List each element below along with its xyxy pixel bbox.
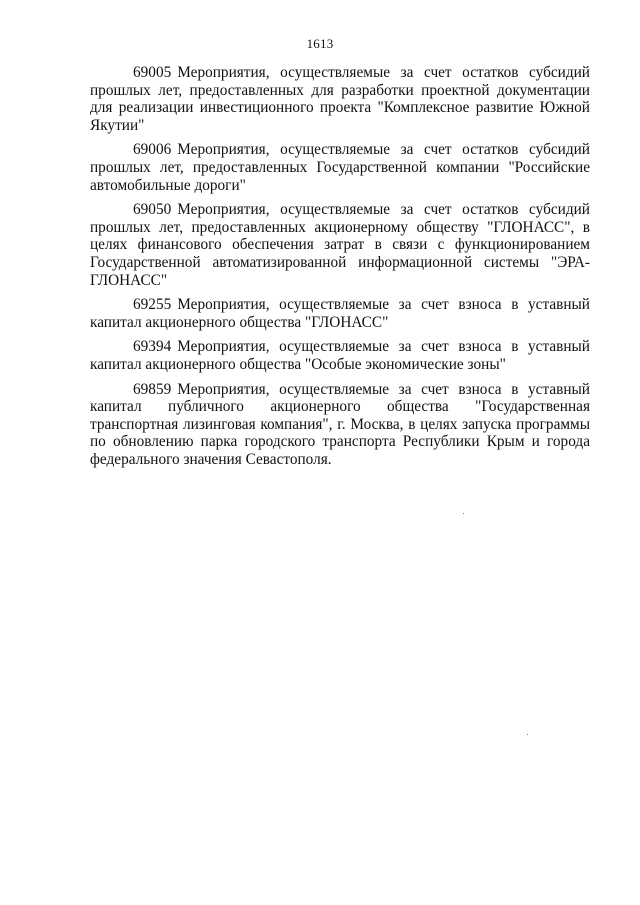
budget-entry-69255 <box>90 296 590 331</box>
entry-code: 69050 <box>133 201 172 219</box>
entry-code: 69859 <box>133 380 172 398</box>
budget-entry-69394 <box>90 338 590 373</box>
budget-entry-69006 <box>90 141 590 194</box>
entry-code: 69255 <box>133 296 172 314</box>
scan-speck <box>527 734 528 735</box>
document-body <box>90 64 590 475</box>
budget-entry-69050 <box>90 201 590 289</box>
entry-code: 69006 <box>133 141 172 159</box>
entry-text: Мероприятия, осуществляемые за счет остатков субсидий прошлых лет, предоставленных для разработки проектной документации для реализации инвестиционного проекта "Комплексное развитие Южной Якутии" <box>90 64 590 134</box>
entry-text: Мероприятия, осуществляемые за счет остатков субсидий прошлых лет, предоставленных акционерному обществу "ГЛОНАСС", в целях финансового обеспечения затрат в связи с функционированием Государственной автоматизированной информационной системы "ЭРА-ГЛОНАСС" <box>90 201 590 289</box>
entry-text: Мероприятия, осуществляемые за счет взноса в уставный капитал акционерного общества "ГЛОНАСС" <box>90 296 590 331</box>
entry-text: Мероприятия, осуществляемые за счет взноса в уставный капитал публичного акционерного общества "Государственная транспортная лизинговая компания", г. Москва, в целях запуска программы по обновлению парка городского транспорта Республики Крым и города федерального значения Севастополя. <box>90 380 590 468</box>
entry-code: 69005 <box>133 64 172 81</box>
budget-entry-69005 <box>90 64 590 134</box>
entry-text: Мероприятия, осуществляемые за счет остатков субсидий прошлых лет, предоставленных Государственной компании "Российские автомобильные дороги" <box>90 141 590 194</box>
entry-text: Мероприятия, осуществляемые за счет взноса в уставный капитал акционерного общества "Особые экономические зоны" <box>90 338 590 373</box>
scan-speck <box>463 513 464 514</box>
page-number: 1613 <box>306 36 334 51</box>
budget-entry-69859 <box>90 381 590 469</box>
entry-code: 69394 <box>133 338 172 356</box>
